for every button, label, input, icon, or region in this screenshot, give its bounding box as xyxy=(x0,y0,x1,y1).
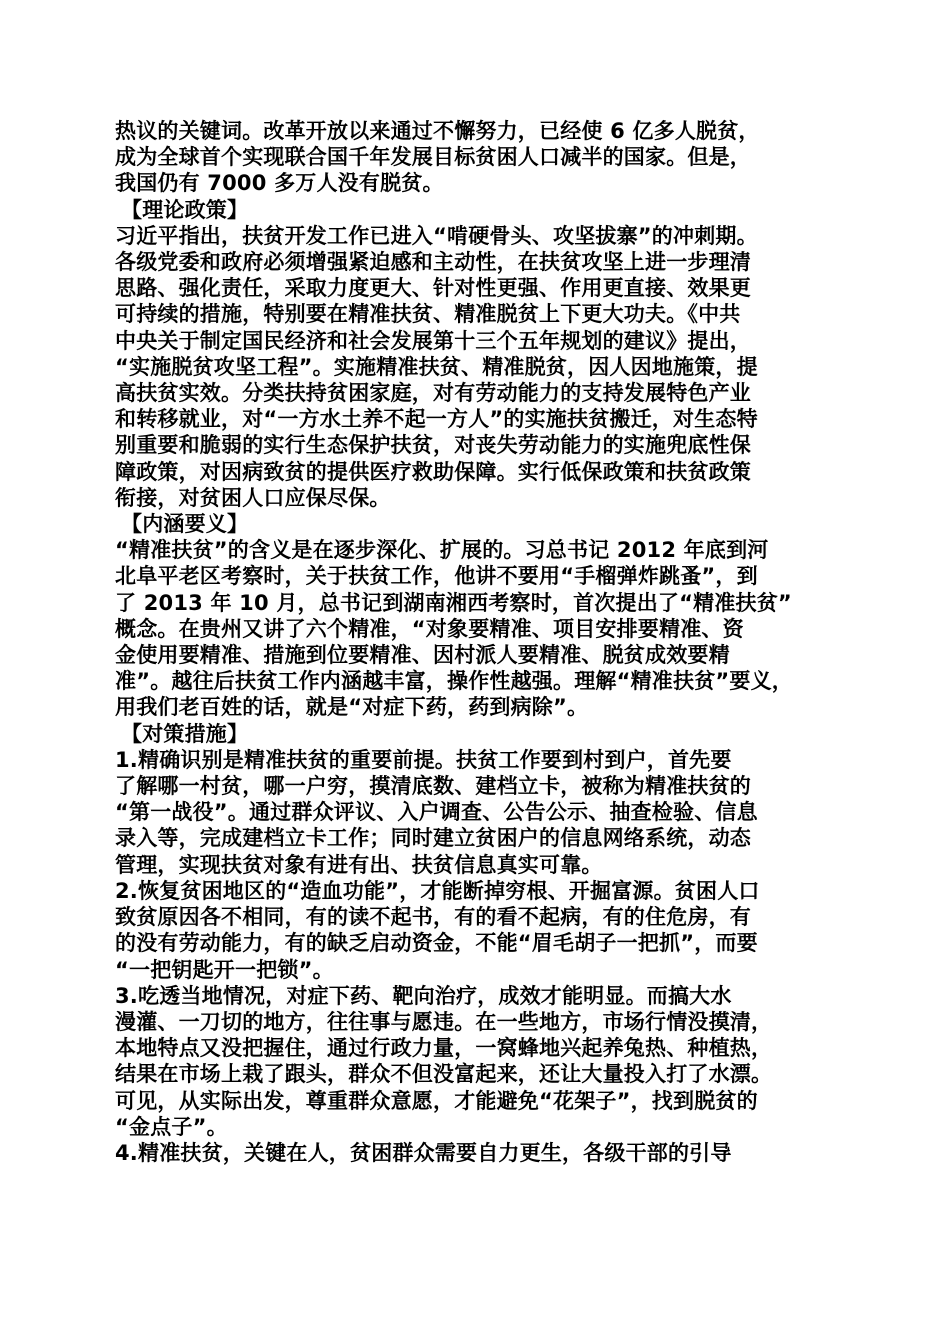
text-line: 概念。在贵州又讲了六个精准，“对象要精准、项目安排要精准、资 xyxy=(115,616,744,641)
text-line: “金点子”。 xyxy=(115,1114,228,1139)
text-line: 思路、强化责任，采取力度更大、针对性更强、作用更直接、效果更 xyxy=(115,276,751,301)
text-line: 漫灌、一刀切的地方，往往事与愿违。在一些地方，市场行情没摸清， xyxy=(115,1009,773,1034)
text-line: 了解哪一村贫，哪一户穷，摸清底数、建档立卡，被称为精准扶贫的 xyxy=(115,774,751,799)
text-line: 别重要和脆弱的实行生态保护扶贫，对丧失劳动能力的实施兜底性保 xyxy=(115,433,751,458)
text-line: 可持续的措施，特别要在精准扶贫、精准脱贫上下更大功夫。《中共 xyxy=(115,302,741,327)
text-line: 结果在市场上栽了跟头，群众不但没富起来，还让大量投入打了水漂。 xyxy=(115,1062,773,1087)
section-heading-connotation: 【内涵要义】 xyxy=(121,512,249,537)
text-line: “第一战役”。通过群众评议、入户调查、公告公示、抽查检验、信息 xyxy=(115,800,758,825)
text-line: 4.精准扶贫，关键在人，贫困群众需要自力更生，各级干部的引导 xyxy=(115,1140,732,1165)
text-line: 本地特点又没把握住，通过行政力量，一窝蜂地兴起养兔热、种植热， xyxy=(115,1036,773,1061)
text-line: 中央关于制定国民经济和社会发展第十三个五年规划的建议》提出， xyxy=(115,328,751,353)
text-line: 致贫原因各不相同，有的读不起书，有的看不起病，有的住危房，有 xyxy=(115,905,751,930)
text-line: 录入等，完成建档立卡工作；同时建立贫困户的信息网络系统，动态 xyxy=(115,826,751,851)
text-line: 3.吃透当地情况，对症下药、靶向治疗，成效才能明显。而搞大水 xyxy=(115,983,732,1008)
text-line: 用我们老百姓的话，就是“对症下药，药到病除”。 xyxy=(115,695,589,720)
text-line: 热议的关键词。改革开放以来通过不懈努力，已经使 6 亿多人脱贫， xyxy=(115,119,760,143)
text-line: 1.精确识别是精准扶贫的重要前提。扶贫工作要到村到户，首先要 xyxy=(115,747,732,772)
text-line: “一把钥匙开一把锁”。 xyxy=(115,957,334,982)
text-line: 和转移就业，对“一方水土养不起一方人”的实施扶贫搬迁，对生态特 xyxy=(115,407,758,432)
text-line: 金使用要精准、措施到位要精准、因村派人要精准、脱贫成效要精 xyxy=(115,643,730,668)
text-line: 高扶贫实效。分类扶持贫困家庭，对有劳动能力的支持发展特色产业 xyxy=(115,381,751,406)
text-line: 准”。越往后扶贫工作内涵越丰富，操作性越强。理解“精准扶贫”要义， xyxy=(115,669,794,694)
text-line: 可见，从实际出发，尊重群众意愿，才能避免“花架子”，找到脱贫的 xyxy=(115,1088,758,1113)
text-line: 2.恢复贫困地区的“造血功能”，才能断掉穷根、开掘富源。贫困人口 xyxy=(115,878,760,903)
text-line: “精准扶贫”的含义是在逐步深化、扩展的。习总书记 2012 年底到河 xyxy=(115,538,769,563)
text-line: 习近平指出，扶贫开发工作已进入“啃硬骨头、攻坚拔寨”的冲刺期。 xyxy=(115,223,758,248)
text-line: 成为全球首个实现联合国千年发展目标贫困人口减半的国家。但是， xyxy=(115,145,751,170)
text-line: 了 2013 年 10 月，总书记到湖南湘西考察时，首次提出了“精准扶贫” xyxy=(115,590,792,615)
section-heading-theory-policy: 【理论政策】 xyxy=(121,197,249,222)
document-body xyxy=(115,118,837,1166)
text-line: “实施脱贫攻坚工程”。实施精准扶贫、精准脱贫，因人因地施策，提 xyxy=(115,354,758,379)
text-line: 障政策，对因病致贫的提供医疗救助保障。实行低保政策和扶贫政策 xyxy=(115,459,751,484)
text-line: 各级党委和政府必须增强紧迫感和主动性，在扶贫攻坚上进一步理清 xyxy=(115,250,751,275)
section-heading-measures: 【对策措施】 xyxy=(121,721,249,746)
text-line: 的没有劳动能力，有的缺乏启动资金，不能“眉毛胡子一把抓”，而要 xyxy=(115,931,758,956)
text-line: 衔接，对贫困人口应保尽保。 xyxy=(115,485,391,510)
text-line: 北阜平老区考察时，关于扶贫工作，他讲不要用“手榴弹炸跳蚤”，到 xyxy=(115,564,758,589)
text-line: 我国仍有 7000 多万人没有脱贫。 xyxy=(115,171,444,196)
text-line: 管理，实现扶贫对象有进有出、扶贫信息真实可靠。 xyxy=(115,852,603,877)
